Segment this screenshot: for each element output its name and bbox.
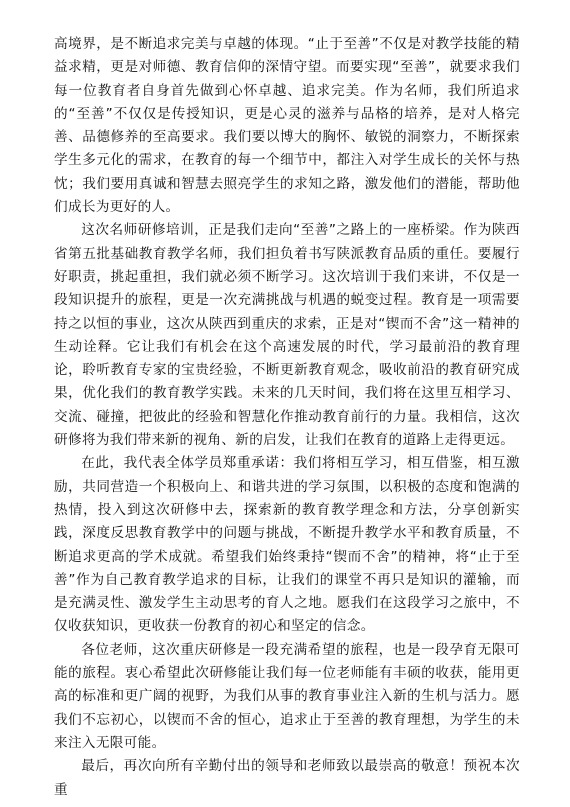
paragraph-1: 高境界，是不断追求完美与卓越的体现。“止于至善”不仅是对教学技能的精益求精，更是对师德、教育信仰的深情守望。而要实现“至善”，就要求我们每一位教育者自身首先做到心怀卓越、追求完美。作为名师，我们所追求的“至善”不仅仅是传授知识，更是心灵的滋养与品格的培养，是对人格完善、品德修养的至高要求。我们要以博大的胸怀、敏锐的洞察力，不断探索学生多元化的需求，在教育的每一个细节中，都注入对学生成长的关怀与热忱；我们要用真诚和智慧去照亮学生的求知之路，激发他们的潜能，帮助他们成长为更好的人。 xyxy=(54,36,520,216)
document-page xyxy=(54,33,520,802)
paragraph-4: 各位老师，这次重庆研修是一段充满希望的旅程，也是一段孕育无限可能的旅程。衷心希望此次研修能让我们每一位老师能有丰硕的收获，能用更高的标准和更广阔的视野，为我们从事的教育事业注入新的生机与活力。愿我们不忘初心，以锲而不舍的恒心，追求止于至善的教育理想，为学生的未来注入无限可能。 xyxy=(54,641,520,751)
paragraph-3: 在此，我代表全体学员郑重承诺：我们将相互学习，相互借鉴，相互激励，共同营造一个积极向上、和谐共进的学习氛围，以积极的态度和饱满的热情，投入到这次研修中去，探索新的教育教学理念和方法，分享创新实践，深度反思教育教学中的问题与挑战，不断提升教学水平和教育质量，不断追求更高的学术成就。希望我们始终秉持“锲而不舍”的精神，将“止于至善”作为自己教育教学追求的目标，让我们的课堂不再只是知识的灌输，而是充满灵性、激发学生主动思考的育人之地。愿我们在这段学习之旅中，不仅收获知识，更收获一份教育的初心和坚定的信念。 xyxy=(54,455,520,635)
paragraph-2: 这次名师研修培训，正是我们走向“至善”之路上的一座桥梁。作为陕西省第五批基础教育教学名师，我们担负着书写陕派教育品质的重任。要履行好职责，挑起重担，我们就必须不断学习。这次培训于我们来讲，不仅是一段知识提升的旅程，更是一次充满挑战与机遇的蜕变过程。教育是一项需要持之以恒的事业，这次从陕西到重庆的求索，正是对“锲而不舍”这一精神的生动诠释。它让我们有机会在这个高速发展的时代，学习最前沿的教育理论，聆听教育专家的宝贵经验，不断更新教育观念，吸收前沿的教育研究成果，优化我们的教育教学实践。未来的几天时间，我们将在这里互相学习、交流、碰撞，把彼此的经验和智慧化作推动教育前行的力量。我相信，这次研修将为我们带来新的视角、新的启发，让我们在教育的道路上走得更远。 xyxy=(54,222,520,449)
paragraph-5: 最后，再次向所有辛勤付出的领导和老师致以最崇高的敬意！预祝本次重 xyxy=(54,758,520,798)
